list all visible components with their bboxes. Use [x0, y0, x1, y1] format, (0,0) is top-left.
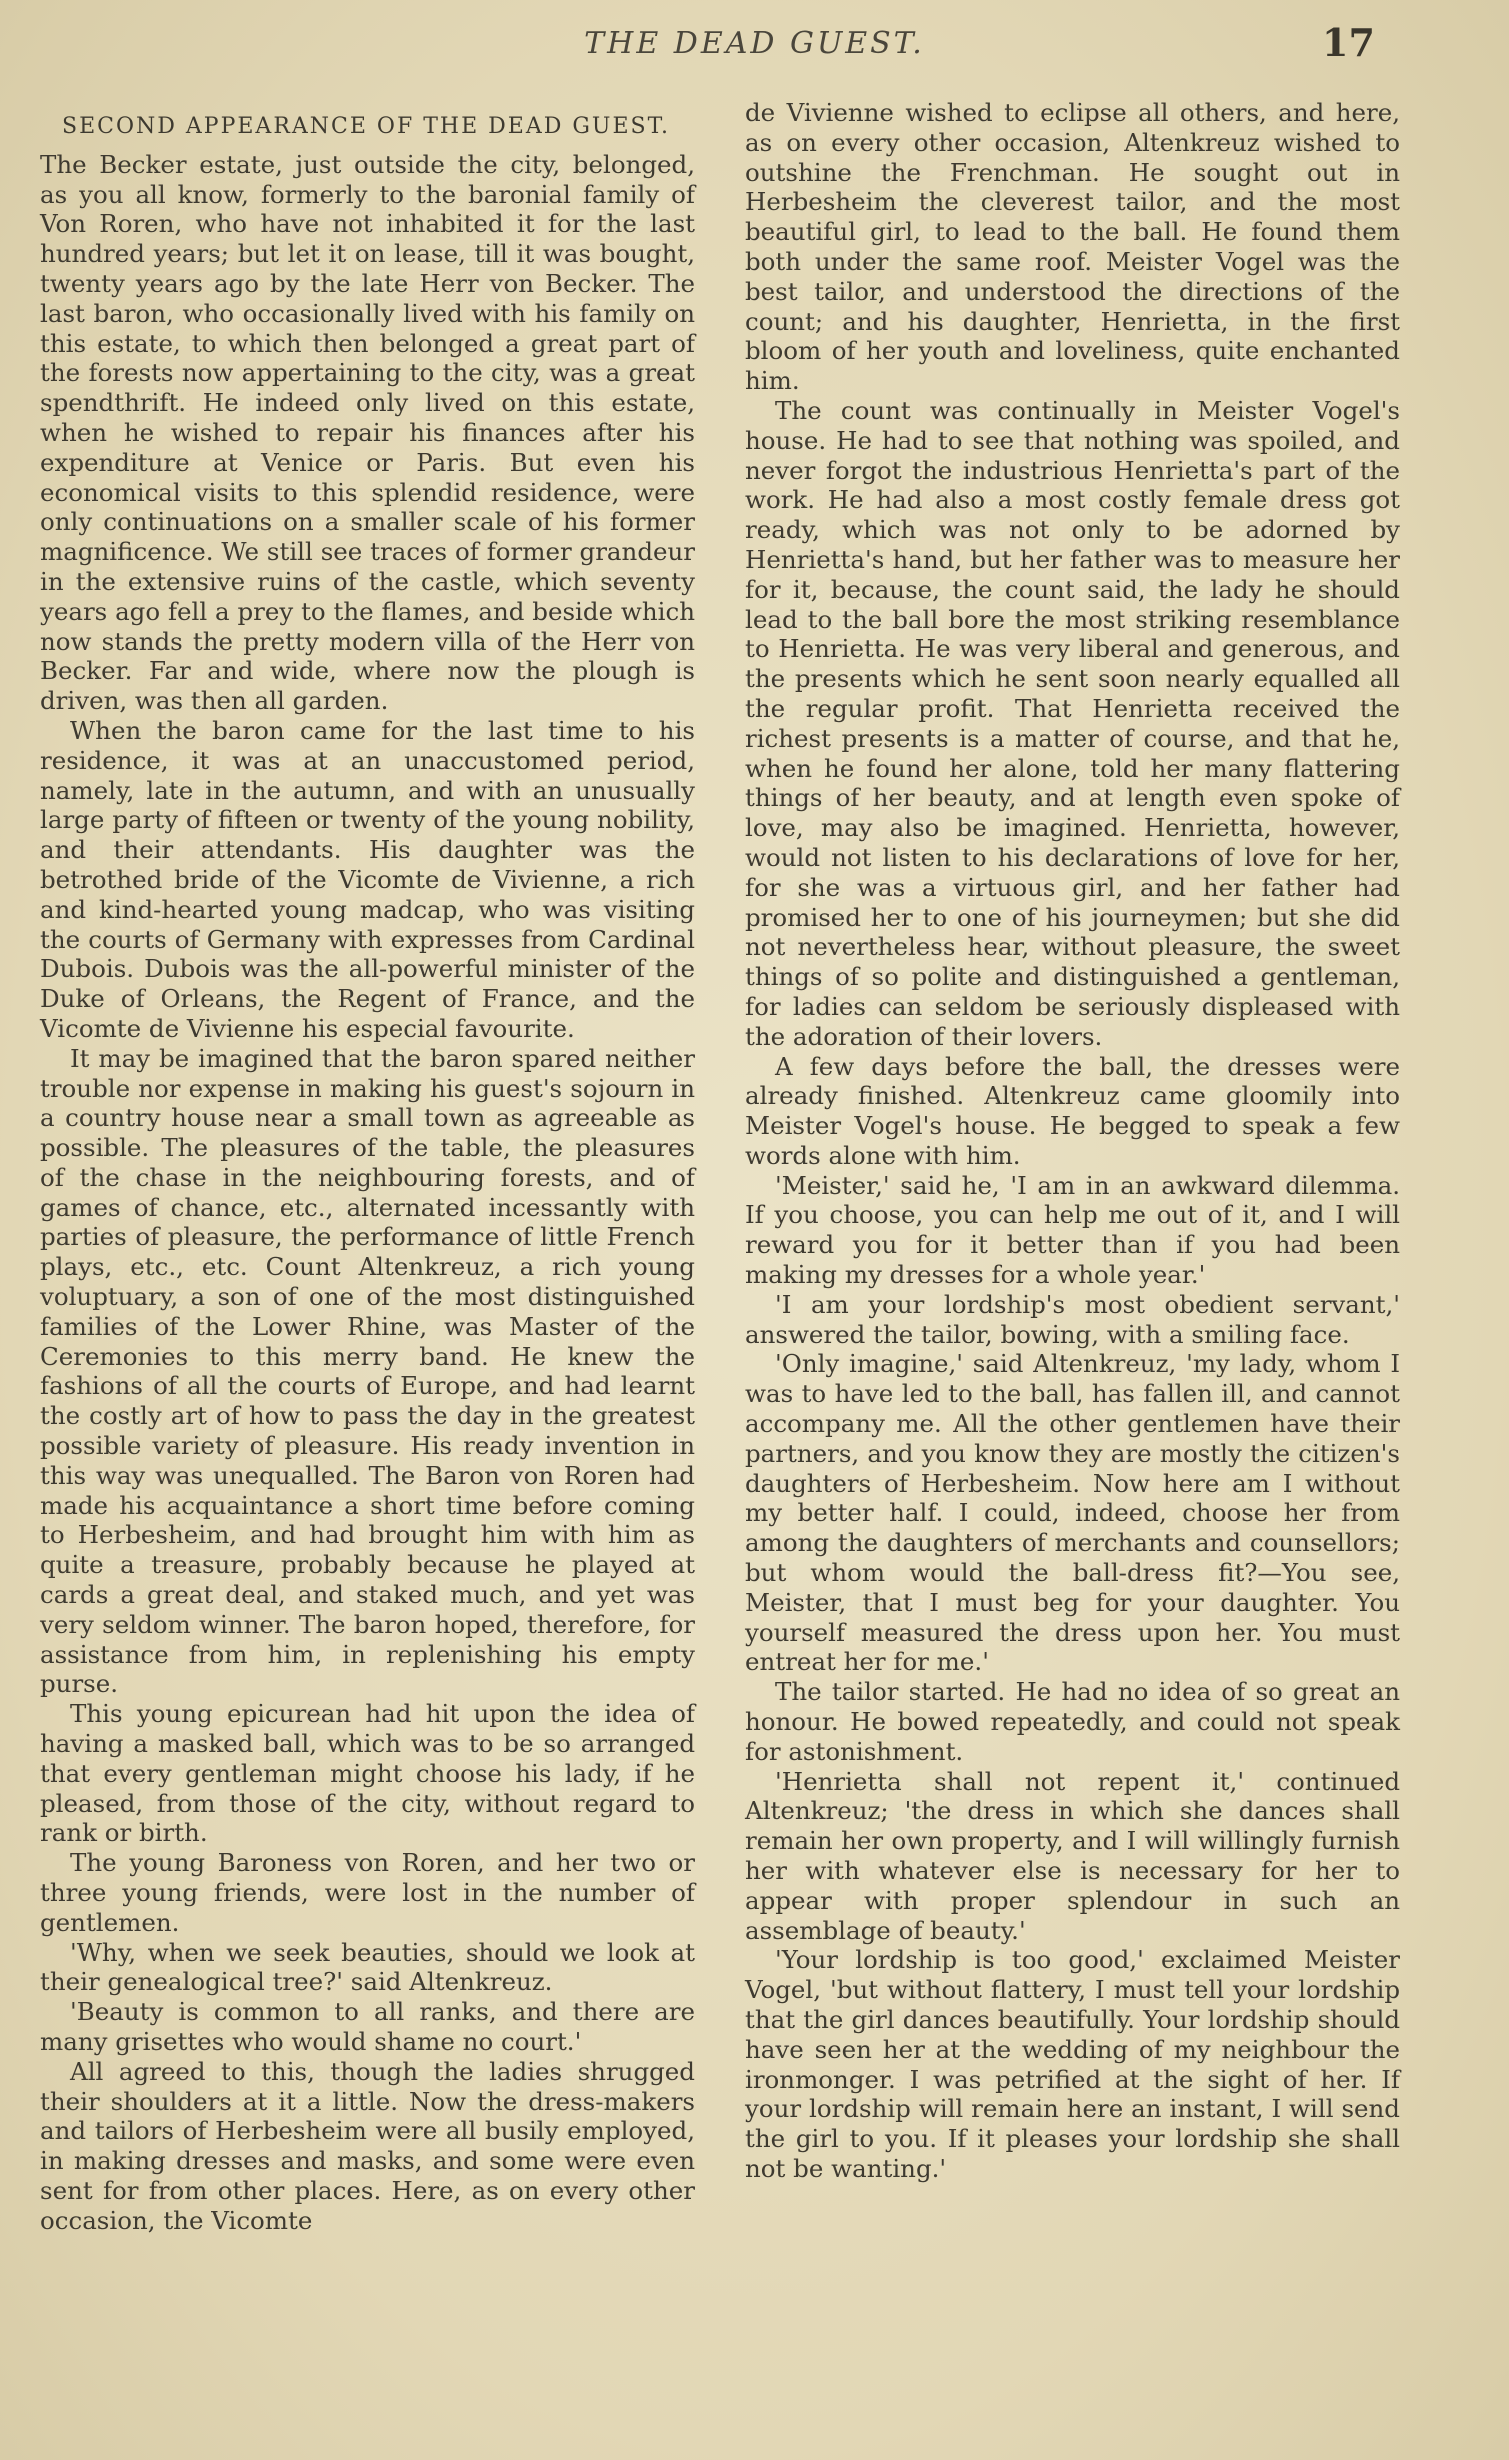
- right-column: [745, 98, 1400, 2184]
- paragraph: 'Henrietta shall not repent it,' continued Altenkreuz; 'the dress in which she dances shall remain her own property, and I will willingly furnish her with whatever else is necessary for her to appear with proper splendour in such an assemblage of beauty.': [745, 1766, 1400, 1945]
- paragraph: A few days before the ball, the dresses were already finished. Altenkreuz came gloomily into Meister Vogel's house. He begged to speak a few words alone with him.: [745, 1051, 1400, 1170]
- paragraph: It may be imagined that the baron spared neither trouble nor expense in making his guest's sojourn in a country house near a small town as agreeable as possible. The pleasures of the table, the pleasures of the chase in the neighbouring forests, and of games of chance, etc., alternated incessantly with parties of pleasure, the performance of little French plays, etc., etc. Count Altenkreuz, a rich young voluptuary, a son of one of the most distinguished families of the Lower Rhine, was Master of the Ceremonies to this merry band. He knew the fashions of all the courts of Europe, and had learnt the costly art of how to pass the day in the greatest possible variety of pleasure. His ready invention in this way was unequalled. The Baron von Roren had made his acquaintance a short time before coming to Herbesheim, and had brought him with him as quite a treasure, probably because he played at cards a great deal, and staked much, and yet was very seldom winner. The baron hoped, therefore, for assistance from him, in replenishing his empty purse.: [40, 1043, 695, 1699]
- paragraph: 'I am your lordship's most obedient servant,' answered the tailor, bowing, with a smiling face.: [745, 1289, 1400, 1349]
- paragraph: 'Your lordship is too good,' exclaimed Meister Vogel, 'but without flattery, I must tell your lordship that the girl dances beautifully. Your lordship should have seen her at the wedding of my neighbour the ironmonger. I was petrified at the sight of her. If your lordship will remain here an instant, I will send the girl to you. If it pleases your lordship she shall not be wanting.': [745, 1945, 1400, 2183]
- paragraph: The young Baroness von Roren, and her two or three young friends, were lost in the number of gentlemen.: [40, 1848, 695, 1937]
- section-heading: SECOND APPEARANCE OF THE DEAD GUEST.: [62, 114, 671, 139]
- paragraph: 'Beauty is common to all ranks, and there are many grisettes who would shame no court.': [40, 1997, 695, 2056]
- page-number: 17: [1322, 20, 1375, 65]
- left-column: [40, 98, 695, 2236]
- paragraph: When the baron came for the last time to his residence, it was at an unaccustomed period, namely, late in the autumn, and with an unusually large party of fifteen or twenty of the young nobility, and their attendants. His daughter was the betrothed bride of the Vicomte de Vivienne, a rich and kind-hearted young madcap, who was visiting the courts of Germany with expresses from Cardinal Dubois. Dubois was the all-powerful minister of the Duke of Orleans, the Regent of France, and the Vicomte de Vivienne his especial favourite.: [40, 715, 695, 1043]
- paragraph: All agreed to this, though the ladies shrugged their shoulders at it a little. Now the dress-makers and tailors of Herbesheim were all busily employed, in making dresses and masks, and some were even sent for from other places. Here, as on every other occasion, the Vicomte: [40, 2056, 695, 2235]
- paragraph: de Vivienne wished to eclipse all others, and here, as on every other occasion, Altenkreuz wished to outshine the Frenchman. He sought out in Herbesheim the cleverest tailor, and the most beautiful girl, to lead to the ball. He found them both under the same roof. Meister Vogel was the best tailor, and understood the directions of the count; and his daughter, Henrietta, in the first bloom of her youth and loveliness, quite enchanted him.: [745, 98, 1400, 396]
- paragraph: The count was continually in Meister Vogel's house. He had to see that nothing was spoiled, and never forgot the industrious Henrietta's part of the work. He had also a most costly female dress got ready, which was not only to be adorned by Henrietta's hand, but her father was to measure her for it, because, the count said, the lady he should lead to the ball bore the most striking resemblance to Henrietta. He was very liberal and generous, and the presents which he sent soon nearly equalled all the regular profit. That Henrietta received the richest presents is a matter of course, and that he, when he found her alone, told her many flattering things of her beauty, and at length even spoke of love, may also be imagined. Henrietta, however, would not listen to his declarations of love for her, for she was a virtuous girl, and her father had promised her to one of his journeymen; but she did not nevertheless hear, without pleasure, the sweet things of so polite and distinguished a gentleman, for ladies can seldom be seriously displeased with the adoration of their lovers.: [745, 395, 1400, 1051]
- paragraph: 'Only imagine,' said Altenkreuz, 'my lady, whom I was to have led to the ball, has fallen ill, and cannot accompany me. All the other gentlemen have their partners, and you know they are mostly the citizen's daughters of Herbesheim. Now here am I without my better half. I could, indeed, choose her from among the daughters of merchants and counsellors; but whom would the ball-dress fit?—You see, Meister, that I must beg for your daughter. You yourself measured the dress upon her. You must entreat her for me.': [745, 1349, 1400, 1677]
- paragraph: The Becker estate, just outside the city, belonged, as you all know, formerly to the baronial family of Von Roren, who have not inhabited it for the last hundred years; but let it on lease, till it was bought, twenty years ago by the late Herr von Becker. The last baron, who occasionally lived with his family on this estate, to which then belonged a great part of the forests now appertaining to the city, was a great spendthrift. He indeed only lived on this estate, when he wished to repair his finances after his expenditure at Venice or Paris. But even his economical visits to this splendid residence, were only continuations on a smaller scale of his former magnificence. We still see traces of former grandeur in the extensive ruins of the castle, which seventy years ago fell a prey to the flames, and beside which now stands the pretty modern villa of the Herr von Becker. Far and wide, where now the plough is driven, was then all garden.: [40, 149, 695, 716]
- paragraph: 'Meister,' said he, 'I am in an awkward dilemma. If you choose, you can help me out of it, and I will reward you for it better than if you had been making my dresses for a whole year.': [745, 1170, 1400, 1290]
- paragraph: The tailor started. He had no idea of so great an honour. He bowed repeatedly, and could not speak for astonishment.: [745, 1677, 1400, 1766]
- paragraph: 'Why, when we seek beauties, should we look at their genealogical tree?' said Altenkreuz.: [40, 1937, 695, 1997]
- paragraph: This young epicurean had hit upon the idea of having a masked ball, which was to be so arranged that every gentleman might choose his lady, if he pleased, from those of the city, without regard to rank or birth.: [40, 1699, 695, 1848]
- running-title: THE DEAD GUEST.: [584, 26, 925, 61]
